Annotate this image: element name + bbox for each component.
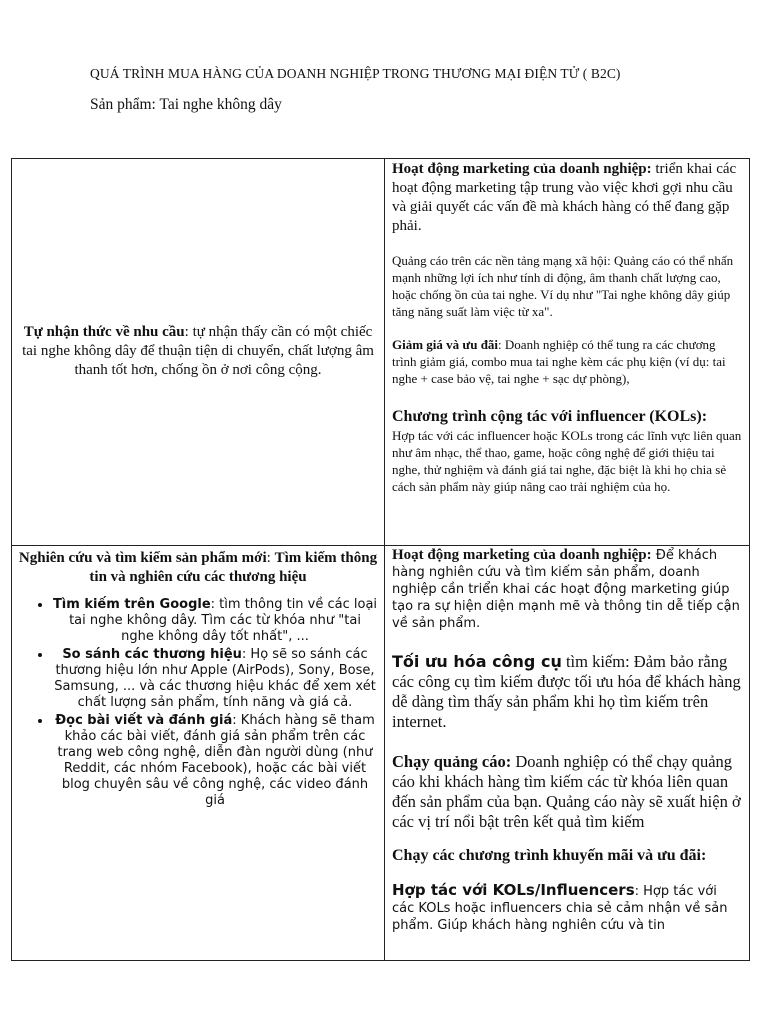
awareness-heading: Tự nhận thức về nhu cầu xyxy=(23,323,185,340)
list-item-text: : Họ sẽ so sánh các thương hiệu lớn như Apple (AirPods), Sony, Bose, Samsung, ... và các thương hiệu khác để xem xét chất lượng sản phẩm, tính năng và giá cả. xyxy=(54,647,376,710)
awareness-paragraph xyxy=(20,323,376,380)
promo-heading: Chạy các chương trình khuyến mãi và ưu đãi: xyxy=(392,847,707,864)
seo-heading: Tối ưu hóa công cụ xyxy=(392,652,562,671)
discount-heading: Giảm giá và ưu đãi xyxy=(392,337,499,352)
social-ads-paragraph: Quảng cáo trên các nền tảng mạng xã hội: Quảng cáo có thể nhấn mạnh những lợi ích như tính di động, âm thanh chất lượng cao, hoặc chống ồn của tai nghe. Ví dụ như "Tai nghe không dây giúp tăng năng suất làm việc từ xa". xyxy=(392,253,734,319)
research-marketing-heading: Hoạt động marketing của doanh nghiệp: xyxy=(392,547,652,563)
seo-paragraph xyxy=(392,652,743,732)
ads-paragraph xyxy=(392,752,743,832)
list-item-text: : tìm thông tin về các loại tai nghe không dây. Tìm các từ khóa như "tai nghe không dây tốt nhất", ... xyxy=(69,597,378,644)
list-item-text: : Khách hàng sẽ tham khảo các bài viết, đánh giá sản phẩm trên các trang web công nghệ, diễn đàn người dùng (như Reddit, các nhóm Facebook), hoặc các bài viết blog chuyên sâu về công nghệ, các video đánh giá xyxy=(57,713,375,808)
list-item xyxy=(52,597,378,645)
research-cell xyxy=(12,546,385,961)
discount-text: : Doanh nghiệp có thể tung ra các chương trình giảm giá, combo mua tai nghe kèm các phụ kiện (ví dụ: tai nghe + case bảo vệ, tai nghe + sạc dự phòng), xyxy=(392,337,726,386)
research-heading-separator: : xyxy=(266,550,275,566)
marketing-intro-heading: Hoạt động marketing của doanh nghiệp: xyxy=(392,161,652,177)
research-marketing-cell xyxy=(385,546,750,961)
document-title: QUÁ TRÌNH MUA HÀNG CỦA DOANH NGHIỆP TRONG THƯƠNG MẠI ĐIỆN TỬ ( B2C) xyxy=(90,66,621,81)
research-heading-bold-2: Tìm kiếm thông tin và nghiên cứu các thương hiệu xyxy=(89,550,378,585)
list-item-heading: Tìm kiếm trên Google xyxy=(52,597,211,612)
influencer-heading: Hợp tác với KOLs/Influencers xyxy=(392,881,635,899)
influencer-text: : Hợp tác với các KOLs hoặc influencers chia sẻ cảm nhận về sản phẩm. Giúp khách hàng nghiên cứu và tin xyxy=(392,884,728,933)
seo-text: tìm kiếm: Đảm bảo rằng các công cụ tìm kiếm được tối ưu hóa để khách hàng dễ dàng tìm thấy sản phẩm khi họ tìm kiếm trên internet. xyxy=(392,652,741,731)
ads-text: Doanh nghiệp có thể chạy quảng cáo khi khách hàng tìm kiếm các từ khóa liên quan đến sản phẩm của bạn. Quảng cáo này sẽ xuất hiện ở các vị trí nổi bật trên kết quả tìm kiếm xyxy=(392,752,741,831)
marketing-intro-text: triển khai các hoạt động marketing tập trung vào việc khơi gợi nhu cầu và giải quyết các vấn đề mà khách hàng có thể đang gặp phải. xyxy=(392,161,737,234)
list-item xyxy=(52,647,378,711)
list-item-heading: So sánh các thương hiệu xyxy=(62,647,242,662)
purchase-process-table xyxy=(11,158,750,961)
list-item xyxy=(52,713,378,809)
discount-paragraph xyxy=(392,336,743,387)
kol-paragraph: Hợp tác với các influencer hoặc KOLs trong các lĩnh vực liên quan như âm nhạc, thể thao, game, hoặc công nghệ để giới thiệu tai nghe, thử nghiệm và đánh giá tai nghe, đặc biệt là khi họ chia sẻ cách sản phẩm này giúp nâng cao trải nghiệm của họ. xyxy=(392,428,742,494)
list-item-heading: Đọc bài viết và đánh giá xyxy=(55,713,233,728)
awareness-cell xyxy=(12,159,385,546)
research-list xyxy=(18,597,378,809)
promo-paragraph xyxy=(392,846,743,866)
marketing-intro xyxy=(392,160,743,236)
research-heading xyxy=(18,549,378,587)
kol-heading xyxy=(392,407,743,427)
table-row xyxy=(12,546,750,961)
awareness-marketing-cell xyxy=(385,159,750,546)
influencer-paragraph xyxy=(392,882,743,934)
research-heading-bold: Nghiên cứu và tìm kiếm sản phẩm mới xyxy=(18,550,267,566)
table-row xyxy=(12,159,750,546)
research-marketing-text: Để khách hàng nghiên cứu và tìm kiếm sản phẩm, doanh nghiệp cần triển khai các hoạt động marketing giúp tạo ra sự hiện diện mạnh mẽ và thông tin dễ tiếp cận về sản phẩm. xyxy=(392,548,740,631)
product-line: Sản phẩm: Tai nghe không dây xyxy=(90,96,282,113)
research-marketing-intro xyxy=(392,547,743,632)
ads-heading: Chạy quảng cáo: xyxy=(392,752,512,771)
kol-heading-text: Chương trình cộng tác với influencer (KOLs): xyxy=(392,408,708,425)
awareness-text: : tự nhận thấy cần có một chiếc tai nghe không dây để thuận tiện di chuyển, chất lượng âm thanh tốt hơn, chống ồn ở nơi công cộng. xyxy=(22,323,374,378)
